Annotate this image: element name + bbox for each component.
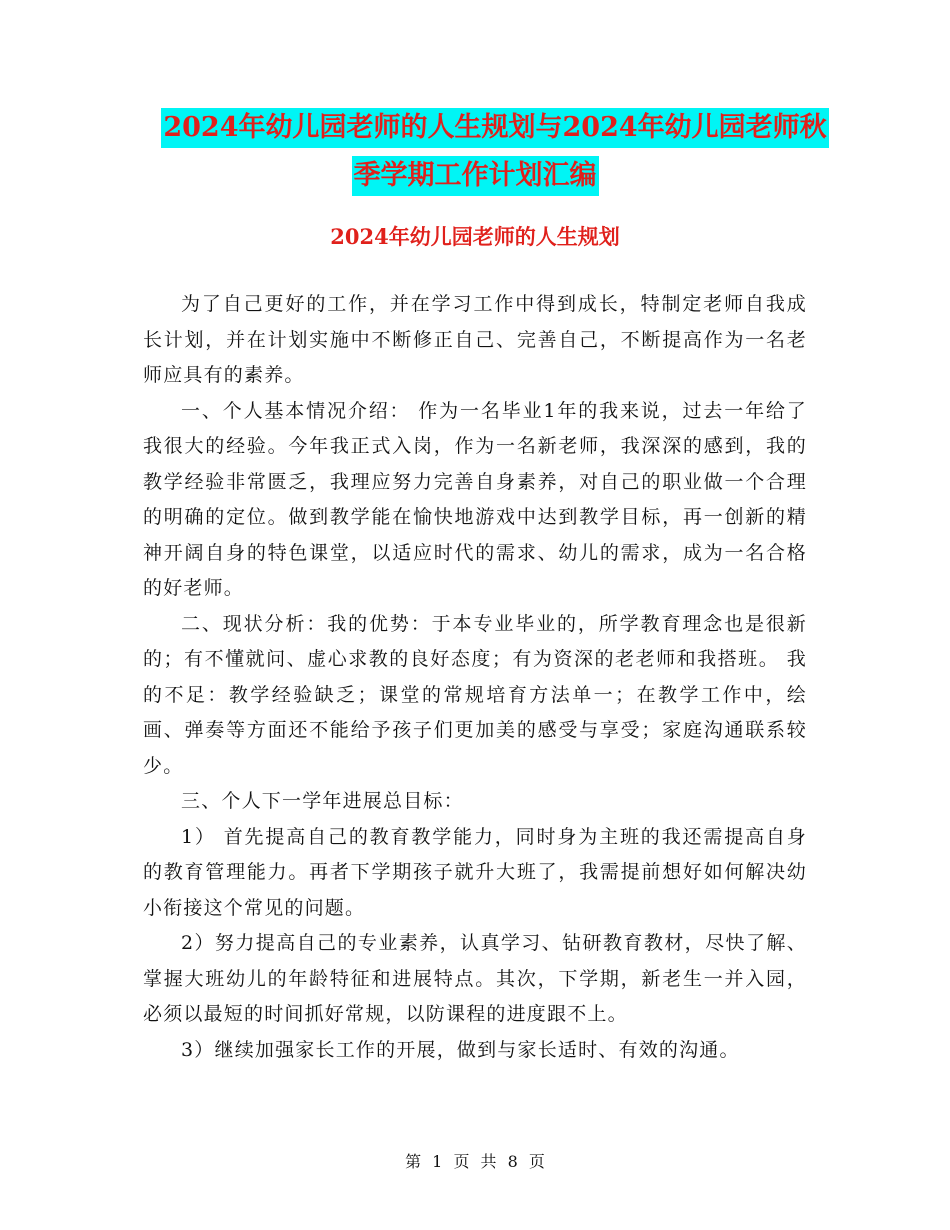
section-title: 2024年幼儿园老师的人生规划 bbox=[330, 224, 620, 249]
document-title bbox=[0, 108, 950, 204]
title-line-2: 季学期工作计划汇编 bbox=[352, 156, 599, 196]
page-footer: 第 1 页 共 8 页 bbox=[405, 1152, 545, 1171]
paragraph-basic-info: 一、个人基本情况介绍： 作为一名毕业1年的我来说，过去一年给了我很大的经验。今年我正式入岗，作为一名新老师，我深深的感到，我的教学经验非常匮乏，我理应努力完善自身素养，对自己的职业做一个合理的明确的定位。做到教学能在愉快地游戏中达到教学目标，再一创新的精神开阔自身的特色课堂，以适应时代的需求、幼儿的需求，成为一名合格的好老师。 bbox=[143, 399, 807, 599]
paragraph-goals-heading: 三、个人下一学年进展总目标： bbox=[181, 790, 464, 812]
paragraph-goal-2: 2）努力提高自己的专业素养，认真学习、钻研教育教材，尽快了解、掌握大班幼儿的年龄特征和进展特点。其次，下学期，新老生一并入园，必须以最短的时间抓好常规，以防课程的进度跟不上。 bbox=[143, 932, 807, 1025]
paragraph-goal-3: 3）继续加强家长工作的开展，做到与家长适时、有效的沟通。 bbox=[181, 1038, 740, 1061]
paragraph-intro: 为了自己更好的工作，并在学习工作中得到成长，特制定老师自我成长计划，并在计划实施中不断修正自己、完善自己，不断提高作为一名老师应具有的素养。 bbox=[143, 293, 807, 386]
paragraph-goal-1: 1） 首先提高自己的教育教学能力，同时身为主班的我还需提高自身的教育管理能力。再者下学期孩子就升大班了，我需提前想好如何解决幼小衔接这个常见的问题。 bbox=[143, 825, 807, 919]
document-body bbox=[143, 287, 807, 1068]
paragraph-analysis: 二、现状分析：我的优势：于本专业毕业的，所学教育理念也是很新的；有不懂就问、虚心求教的良好态度；有为资深的老老师和我搭班。 我的不足：教学经验缺乏；课堂的常规培育方法单一；在教学工作中，绘画、弹奏等方面还不能给予孩子们更加美的感受与享受；家庭沟通联系较少。 bbox=[143, 612, 807, 777]
title-line-1: 2024年幼儿园老师的人生规划与2024年幼儿园老师秋 bbox=[161, 108, 828, 148]
